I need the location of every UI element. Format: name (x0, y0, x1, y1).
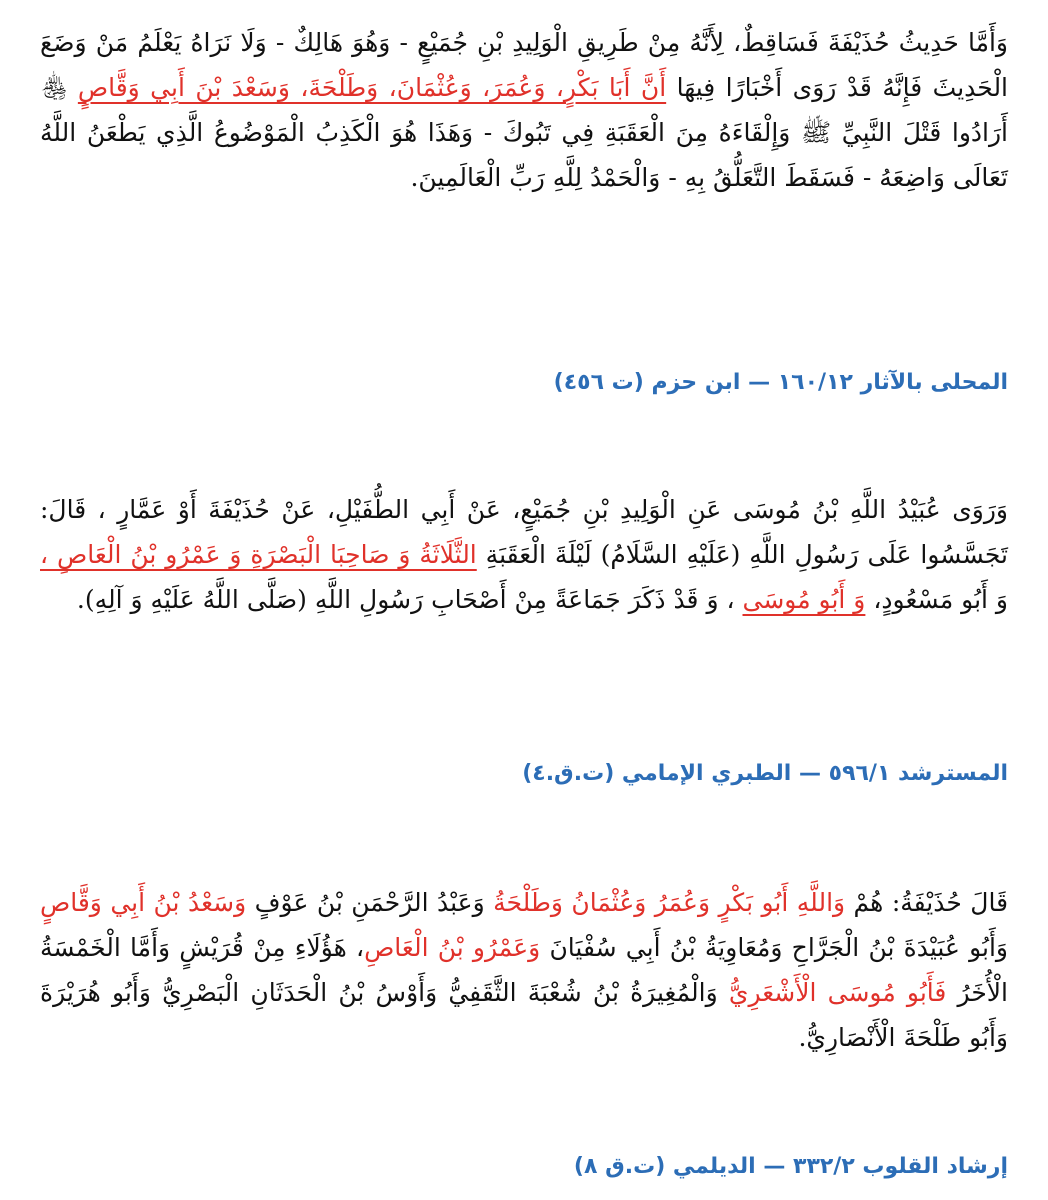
highlighted-names: وَسَعْدُ بْنُ أَبِي وَقَّاصٍ (40, 888, 247, 917)
quote-segment: وَأَمَّا حَدِيثُ حُذَيْفَةَ فَسَاقِطٌ، لِأَنَّهُ مِنْ طَرِيقِ الْوَلِيدِ بْنِ جُمَيْعٍ - وَهُوَ هَالِكٌ - وَلَا نَرَاهُ يَعْلَمُ مَنْ وَضَعَ الْحَدِيثَ فَإِنَّهُ قَدْ رَوَى أَخْبَارًا فِيهَا (40, 28, 1009, 102)
highlighted-names: وَاللَّهِ أَبُو بَكْرٍ وَعُمَرُ وَعُثْمَانُ وَطَلْحَةُ (493, 888, 846, 917)
quote-segment: وَعَبْدُ الرَّحْمَنِ بْنُ عَوْفٍ (246, 888, 494, 917)
quote-segment: قَالَ حُذَيْفَةُ: هُمْ (845, 888, 1009, 917)
quote-text (40, 487, 1008, 622)
quote-text (40, 880, 1008, 1060)
quote-segment: وَ أَبُو مَسْعُودٍ، (865, 585, 1008, 614)
quote-segment: وَرَوَى عُبَيْدُ اللَّهِ بْنُ مُوسَى عَنِ الْوَلِيدِ بْنِ جُمَيْعٍ، عَنْ أَبِي الطُّفَيْلِ، عَنْ حُذَيْفَةَ أَوْ عَمَّارٍ ، قَالَ: تَجَسَّسُوا عَلَى رَسُولِ اللَّهِ (عَلَيْهِ السَّلَامُ) لَيْلَةَ الْعَقَبَةِ (40, 495, 1008, 569)
quote-block-3 (40, 880, 1008, 1060)
quote-segment: وَأَبُو عُبَيْدَةَ بْنُ الْجَرَّاحِ وَمُعَاوِيَةُ بْنُ أَبِي سُفْيَانَ (540, 933, 1008, 962)
source-citation-2 (40, 757, 1008, 791)
source-citation-1 (40, 366, 1008, 400)
highlighted-names: أَنَّ أَبَا بَكْرٍ، وَعُمَرَ، وَعُثْمَانَ، وَطَلْحَةَ، وَسَعْدَ بْنَ أَبِي وَقَّاصٍ (77, 73, 667, 102)
highlighted-names: الثَّلَاثَةُ وَ صَاحِبَا الْبَصْرَةِ وَ عَمْرُو بْنُ الْعَاصِ ، (40, 540, 477, 569)
quote-segment: ﵃ أَرَادُوا قَتْلَ النَّبِيِّ ﷺ وَإِلْقَاءَهُ مِنَ الْعَقَبَةِ فِي تَبُوكَ - وَهَذَا هُوَ الْكَذِبُ الْمَوْضُوعُ الَّذِي يَطْعَنُ اللَّهُ تَعَالَى وَاضِعَهُ - فَسَقَطَ التَّعَلُّقُ بِهِ - وَالْحَمْدُ لِلَّهِ رَبِّ الْعَالَمِينَ. (40, 73, 1008, 192)
source-citation: المحلى بالآثار ١٦٠/١٢ — ابن حزم (ت ٤٥٦) (553, 370, 1008, 395)
quote-block-2 (40, 487, 1008, 622)
quote-block-1 (40, 20, 1008, 200)
source-citation: إرشاد القلوب ٣٣٢/٢ — الديلمي (ت.ق ٨) (573, 1154, 1008, 1179)
source-citation: المسترشد ٥٩٦/١ — الطبري الإمامي (ت.ق.٤) (522, 761, 1008, 786)
highlighted-names: فَأَبُو مُوسَى الْأَشْعَرِيُّ (728, 978, 947, 1007)
source-citation-3 (40, 1150, 1008, 1184)
quote-segment: ، هَؤُلَاءِ مِنْ قُرَيْشٍ وَأَمَّا الْخَمْسَةُ الْأُخَرُ (40, 933, 1008, 1007)
highlighted-names: وَ أَبُو مُوسَى (742, 585, 866, 614)
quote-segment: وَالْمُغِيرَةُ بْنُ شُعْبَةَ الثَّقَفِيُّ وَأَوْسُ بْنُ الْحَدَثَانِ الْبَصْرِيُّ وَأَبُو هُرَيْرَةَ وَأَبُو طَلْحَةَ الْأَنْصَارِيُّ. (40, 978, 1008, 1052)
quote-text (40, 20, 1008, 200)
quote-segment: ، وَ قَدْ ذَكَرَ جَمَاعَةً مِنْ أَصْحَابِ رَسُولِ اللَّهِ (صَلَّى اللَّهُ عَلَيْهِ وَ آلِهِ). (76, 585, 743, 614)
highlighted-names: وَعَمْرُو بْنُ الْعَاصِ (364, 933, 541, 962)
